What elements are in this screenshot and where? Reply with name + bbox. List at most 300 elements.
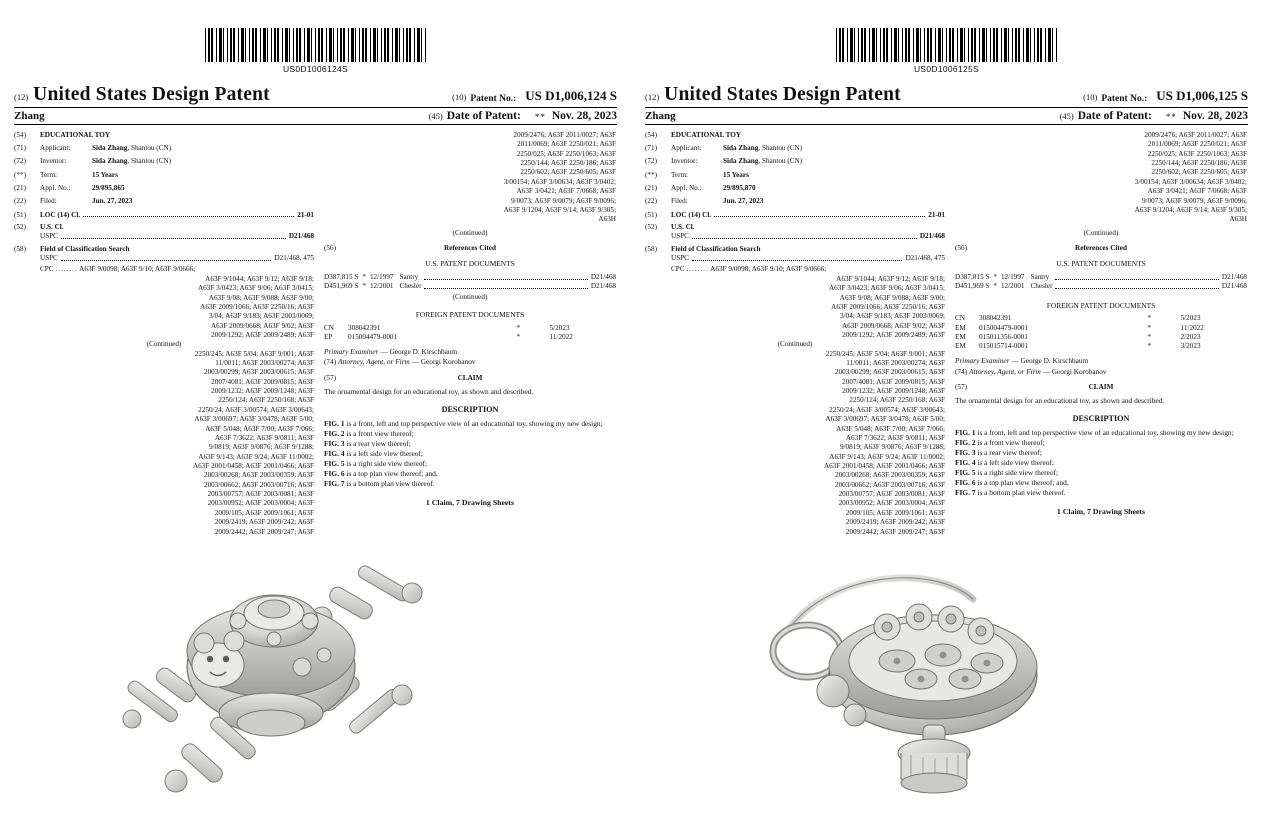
subtitle-row: [14, 108, 617, 125]
field-code: (58): [645, 244, 657, 253]
barcode-number: US0D1006124S: [282, 64, 349, 74]
search-uspc-value: D21/468, 475: [274, 254, 314, 263]
date-label: Date of Patent:: [446, 109, 521, 122]
ref-star: *: [1147, 342, 1152, 351]
figure-description: [955, 428, 1247, 438]
applicant-label: Applicant:: [40, 144, 71, 153]
us-patent-documents-label: U.S. PATENT DOCUMENTS: [1056, 259, 1146, 269]
applicant-name: Sida Zhang: [92, 144, 128, 153]
us-docs-continued: (Continued): [452, 292, 488, 301]
cpc-line: 2009/2476; A63F 2011/0027; A63F: [1144, 131, 1247, 139]
barcode-block: [0, 28, 631, 74]
cpc-line: 2009/1292; A63F 2009/2489; A63F: [211, 330, 314, 339]
invention-title: EDUCATIONAL TOY: [40, 131, 111, 139]
figure-number: FIG. 7: [955, 487, 976, 497]
title-row: [645, 85, 1248, 108]
figure-description: [324, 469, 616, 479]
figure-description: [324, 479, 616, 489]
figure-text: is a top plan view thereof; and,: [977, 477, 1069, 487]
biblio-left-column: [645, 131, 951, 537]
field-inventor: [14, 157, 314, 166]
cpc-line: 2250/602; A63F 2250/605; A63F: [1151, 168, 1247, 177]
cpc-line: A63F 2009/1066; A63F 2250/16; A63F: [831, 302, 945, 311]
foreign-documents-label: FOREIGN PATENT DOCUMENTS: [415, 310, 525, 320]
ref-date: 12/1997: [369, 272, 394, 281]
cpc-line: 2003/00268; A63F 2003/00359; A63F: [834, 471, 945, 480]
figure-text: is a right side view thereof;: [346, 458, 428, 468]
search-label: Field of Classification Search: [40, 244, 130, 253]
foreign-documents-label: FOREIGN PATENT DOCUMENTS: [1046, 300, 1156, 310]
uspc-label: USPC: [40, 232, 58, 241]
figure-number: FIG. 1: [955, 428, 976, 438]
search-uspc: [645, 254, 945, 264]
cpc-line: A63F 3/0421; A63F 7/0668; A63F: [1147, 187, 1247, 196]
claim-heading-row: [324, 374, 616, 383]
ref-number: 308042391: [979, 314, 1012, 323]
term-value: 15 Years: [92, 170, 118, 179]
ref-star: *: [1147, 323, 1152, 332]
kind-code: (12): [645, 91, 660, 102]
cpc-block: [14, 265, 314, 536]
ref-country: EM: [955, 342, 966, 351]
ref-number: D387,815 S: [324, 272, 359, 281]
ref-name: Chesler: [399, 281, 422, 290]
date-value: Nov. 28, 2023: [551, 109, 617, 122]
barcode-number: US0D1006125S: [913, 64, 980, 74]
field-appl-no: [645, 184, 945, 193]
figure-description: [955, 438, 1247, 448]
figure-description: [955, 468, 1247, 478]
biblio-right-column: [951, 131, 1247, 537]
ref-star: *: [362, 281, 366, 290]
ref-star: *: [993, 281, 997, 290]
field-code: (56): [324, 243, 336, 252]
ref-number: 308042391: [348, 323, 381, 332]
cpc-line: A63F 9/1044; A63F 9/12; A63F 9/18;: [836, 274, 945, 283]
figure-description: [324, 429, 616, 439]
figure-description: [324, 459, 616, 469]
field-code: (54): [645, 131, 657, 139]
loc-label: LOC (14) Cl.: [671, 210, 712, 219]
table-row: [324, 333, 616, 342]
cpc-line: 3/00154; A63F 3/00634; A63F 3/0402;: [1134, 177, 1247, 186]
ref-name: Santry: [399, 272, 419, 281]
claim-text: The ornamental design for an educational toy, as shown and described.: [324, 386, 534, 396]
biblio-left-column: [14, 131, 320, 537]
ref-number: 015004479-0001: [348, 332, 398, 341]
field-code: (22): [14, 197, 26, 206]
filed-label: Filed:: [40, 197, 57, 206]
search-uspc: [14, 254, 314, 264]
field-applicant: [14, 144, 314, 153]
table-row: [955, 342, 1247, 351]
ref-date: 5/2023: [1180, 314, 1201, 323]
cpc-continuation-block: [324, 131, 616, 225]
us-patent-documents-label: U.S. PATENT DOCUMENTS: [425, 259, 515, 269]
ref-country: CN: [955, 314, 965, 323]
loc-label: LOC (14) Cl.: [40, 210, 81, 219]
primary-examiner-name: George D. Kirschbaum: [389, 347, 458, 357]
continued-note: (Continued): [452, 228, 488, 237]
cpc-line: 2009/2419; A63F 2009/242; A63F: [845, 518, 945, 527]
cpc-line: A63F 3/00697; A63F 3/0478; A63F 5/00;: [825, 415, 945, 424]
figure-number: FIG. 5: [955, 467, 976, 477]
barcode-image: [836, 28, 1058, 62]
figure-description: [955, 488, 1247, 498]
us-cl-label: U.S. Cl.: [40, 222, 64, 231]
ref-number: 015011356-0001: [979, 332, 1028, 341]
cpc-block: [645, 265, 945, 536]
references-label: References Cited: [1075, 243, 1127, 252]
leader-dots: [1055, 288, 1218, 289]
cpc-line: 2250/602; A63F 2250/605; A63F: [520, 168, 616, 177]
cpc-line: 3/04; A63F 9/183; A63F 2003/0069;: [208, 312, 314, 321]
cpc-line: 2003/00757; A63F 2003/0081; A63F: [207, 490, 314, 499]
cpc-line: A63H: [1229, 215, 1247, 224]
cpc-line: 2011/0069; A63F 2250/021; A63F: [517, 140, 616, 149]
inventor-surname: Zhang: [14, 109, 45, 122]
field-code: (71): [14, 144, 26, 153]
leader-dots: [61, 254, 271, 261]
uspc-value: D21/468: [288, 232, 314, 241]
field-code: (56): [955, 243, 967, 252]
table-row: [955, 282, 1247, 291]
ref-star: *: [1147, 332, 1152, 341]
figure-text: is a bottom plan view thereof.: [977, 487, 1066, 497]
cpc-first-line: [14, 265, 314, 274]
table-row: [324, 282, 616, 291]
claim-label: CLAIM: [457, 373, 483, 382]
cpc-line: 2009/105; A63F 2009/1061; A63F: [845, 508, 945, 517]
cpc-line: A63F 2009/1066; A63F 2250/16; A63F: [200, 302, 314, 311]
leader-dots: [83, 210, 294, 217]
figure-number: FIG. 3: [324, 438, 345, 448]
cpc-line: 2003/00299; A63F 2003/00615; A63F: [203, 368, 314, 377]
field-code: (21): [14, 183, 26, 192]
loc-value: 21-01: [928, 210, 945, 219]
figure-description: [324, 439, 616, 449]
cpc-first-line: [645, 265, 945, 274]
cpc-line: A63F 9/143; A63F 9/24; A63F 11/0002;: [198, 452, 314, 461]
references-label: References Cited: [444, 243, 496, 252]
attorney-line: (74) Attorney, Agent, or Firm — Georgi Korobanov: [324, 357, 476, 367]
search-uspc-value: D21/468, 475: [905, 254, 945, 263]
attorney-label: Attorney, Agent, or Firm: [969, 366, 1041, 376]
leader-dots: [692, 254, 902, 261]
date-stars: **: [534, 111, 546, 122]
ref-date: 2/2023: [1180, 332, 1201, 341]
us-patent-documents-table: [955, 273, 1247, 291]
ref-date: 11/2022: [1180, 323, 1204, 332]
cpc-line: 2250/124; A63F 2250/168; A63F: [218, 396, 314, 405]
filed-value: Jun. 27, 2023: [723, 197, 764, 206]
bibliographic-columns: [645, 131, 1248, 537]
attorney-label: Attorney, Agent, or Firm: [338, 357, 410, 367]
ref-star: *: [993, 272, 997, 281]
figure-number: FIG. 6: [324, 468, 345, 478]
cpc-line: 3/00154; A63F 3/00634; A63F 3/0402;: [503, 177, 616, 186]
date-label: Date of Patent:: [1077, 109, 1152, 122]
patent-drawing-left: [0, 555, 631, 805]
cpc-line: A63F 9/08; A63F 9/088; A63F 9/00;: [208, 293, 314, 302]
ref-number: D451,969 S: [324, 281, 359, 290]
field-loc-class: [14, 210, 314, 220]
field-code: (21): [645, 183, 657, 192]
applicant-name: Sida Zhang: [723, 144, 759, 153]
cpc-line: 11/0011; A63F 2003/00274; A63F: [215, 359, 314, 368]
cpc-line: 2250/124; A63F 2250/168; A63F: [849, 396, 945, 405]
field-us-cl: [14, 223, 314, 232]
date-value: Nov. 28, 2023: [1182, 109, 1248, 122]
figure-description: [955, 448, 1247, 458]
cpc-line: A63F 5/048; A63F 7/00; A63F 7/066;: [205, 424, 314, 433]
cpc-line: A63F 9/0098; A63F 9/10; A63F 9/0666;: [710, 265, 827, 274]
field-code: (51): [14, 210, 26, 219]
field-code: (74): [955, 366, 968, 376]
appl-no-label: Appl. No.:: [671, 183, 702, 192]
primary-examiner-label: Primary Examiner: [955, 356, 1010, 366]
cpc-line: A63F 7/3622; A63F 9/0811; A63F: [845, 433, 945, 442]
patent-no-code: (10): [452, 91, 467, 102]
ref-number: D387,815 S: [955, 272, 990, 281]
field-code: (**): [645, 170, 657, 179]
cpc-line: A63F 9/08; A63F 9/088; A63F 9/00;: [839, 293, 945, 302]
field-title: [14, 131, 314, 140]
figure-text: is a rear view thereof;: [346, 438, 411, 448]
cpc-line: 9/0073; A63F 9/0079; A63F 9/0096;: [510, 196, 616, 205]
attorney-line: (74) Attorney, Agent, or Firm — Georgi Korobanov: [955, 366, 1107, 376]
patent-page-right: [631, 0, 1262, 822]
us-cl-uspc: [645, 232, 945, 242]
toy-spinner-drawing: [106, 555, 526, 795]
cpc-line: A63F 9/0098; A63F 9/10; A63F 9/0666;: [79, 265, 196, 274]
applicant-location: , Shantou (CN): [127, 144, 172, 153]
ref-number: D451,969 S: [955, 281, 990, 290]
attorney-name: Georgi Korobanov: [1051, 366, 1107, 376]
appl-no-label: Appl. No.:: [40, 183, 71, 192]
figure-number: FIG. 3: [955, 448, 976, 458]
cpc-line: A63F 3/0423; A63F 9/06; A63F 3/0415;: [828, 284, 945, 293]
primary-examiner-name: George D. Kirschbaum: [1020, 356, 1089, 366]
field-loc-class: [645, 210, 945, 220]
search-label: Field of Classification Search: [671, 244, 761, 253]
cpc-line: 11/0011; A63F 2003/00274; A63F: [846, 359, 945, 368]
appl-no-value: 29/895,870: [723, 183, 756, 192]
attorney-name: Georgi Korobanov: [420, 357, 476, 367]
table-row: [324, 324, 616, 333]
inventor-surname: Zhang: [645, 109, 676, 122]
ref-class: D21/468: [1221, 272, 1247, 281]
ref-name: Santry: [1030, 272, 1050, 281]
cpc-line: 2007/4081; A63F 2009/0815; A63F: [211, 377, 314, 386]
cpc-line: 2003/00757; A63F 2003/0081; A63F: [838, 490, 945, 499]
biblio-right-column: [320, 131, 616, 537]
cpc-line: 2009/2442; A63F 2009/247; A63F: [214, 527, 314, 536]
cpc-line: A63F 7/3622; A63F 9/0811; A63F: [214, 433, 314, 442]
cpc-line: 2009/105; A63F 2009/1061; A63F: [214, 508, 314, 517]
continued-note: (Continued): [1083, 228, 1119, 237]
cpc-label: CPC: [671, 265, 685, 274]
table-row: [955, 314, 1247, 323]
figure-text: is a right side view thereof;: [977, 467, 1059, 477]
ref-star: *: [362, 272, 366, 281]
cpc-line: 2250/144; A63F 2250/186; A63F: [520, 159, 616, 168]
invention-title: EDUCATIONAL TOY: [671, 131, 742, 139]
toy-flower-disc-drawing: [737, 555, 1157, 795]
patent-drawing-right: [631, 555, 1262, 805]
applicant-label: Applicant:: [671, 144, 702, 153]
ref-class: D21/468: [1221, 281, 1247, 290]
title-block: [14, 85, 617, 125]
cpc-line: 2250/245; A63F 5/04; A63F 9/001; A63F: [825, 349, 945, 358]
field-us-cl: [645, 223, 945, 232]
ref-date: 5/2023: [549, 323, 570, 332]
cpc-line: 2007/4081; A63F 2009/0815; A63F: [842, 377, 945, 386]
page-title: United States Design Patent: [33, 84, 270, 105]
leader-dots: [714, 210, 925, 217]
figure-text: is a bottom plan view thereof.: [346, 478, 435, 488]
figure-text: is a front, left and top perspective view of an educational toy, showing my new design;: [977, 428, 1234, 438]
cpc-line: A63F 2009/0668; A63F 9/02; A63F: [841, 321, 945, 330]
subtitle-row: [645, 108, 1248, 125]
cpc-line: 2009/1232; A63F 2009/1248; A63F: [842, 387, 945, 396]
field-code: (72): [645, 157, 657, 166]
field-search: [645, 245, 945, 254]
field-search: [14, 245, 314, 254]
claims-sheets-count: 1 Claim, 7 Drawing Sheets: [425, 497, 515, 507]
cpc-line: 2009/1292; A63F 2009/2489; A63F: [842, 330, 945, 339]
inventor-name: Sida Zhang: [92, 157, 128, 166]
cpc-line: A63F 3/00697; A63F 3/0478; A63F 5/00;: [194, 415, 314, 424]
figure-text: is a left side view thereof;: [977, 458, 1054, 468]
field-code: (52): [645, 222, 657, 231]
patent-no-code: (10): [1083, 91, 1098, 102]
ref-date: 12/2001: [369, 281, 394, 290]
cpc-line: 2250/24; A63F 3/00574; A63F 3/00643;: [829, 405, 945, 414]
figure-description: [324, 449, 616, 459]
table-row: [955, 324, 1247, 333]
ref-country: EM: [955, 332, 966, 341]
field-code: (57): [955, 382, 967, 391]
cpc-line: A63F 2001/0458; A63F 2001/0466; A63F: [823, 461, 945, 470]
leader-dots: [61, 232, 286, 239]
figure-text: is a top plan view thereof; and,: [346, 468, 438, 478]
field-references: [324, 244, 616, 253]
date-stars: **: [1165, 111, 1177, 122]
barcode-block: [631, 28, 1262, 74]
term-label: Term:: [40, 170, 58, 179]
cpc-line: 2003/00299; A63F 2003/00615; A63F: [834, 368, 945, 377]
patent-no-value: US D1,006,125 S: [1156, 87, 1248, 103]
figure-number: FIG. 2: [324, 428, 345, 438]
search-uspc-label: USPC: [671, 254, 689, 263]
cpc-line: 2250/025; A63F 2250/1063; A63F: [1147, 149, 1247, 158]
field-filed: [645, 197, 945, 206]
term-label: Term:: [671, 170, 689, 179]
field-code: (71): [645, 144, 657, 153]
inventor-location: , Shantou (CN): [758, 157, 803, 166]
primary-examiner-line: Primary Examiner — George D. Kirschbaum: [324, 347, 458, 357]
ref-date: 12/1997: [1000, 272, 1025, 281]
cpc-continuation-block: [955, 131, 1247, 225]
figure-text: is a rear view thereof;: [977, 448, 1042, 458]
ref-number: 015015714-0001: [979, 342, 1029, 351]
claims-sheets-count: 1 Claim, 7 Drawing Sheets: [1056, 506, 1146, 516]
field-code: (**): [14, 170, 26, 179]
patent-page-left: [0, 0, 631, 822]
ref-class: D21/468: [590, 272, 616, 281]
figure-text: is a left side view thereof;: [346, 448, 423, 458]
inventor-location: , Shantou (CN): [127, 157, 172, 166]
cpc-line: A63F 2009/0668; A63F 9/02; A63F: [210, 321, 314, 330]
field-inventor: [645, 157, 945, 166]
figure-description: [955, 478, 1247, 488]
ref-date: 3/2023: [1180, 342, 1201, 351]
cpc-label: CPC: [40, 265, 54, 274]
cpc-line: 2003/00952; A63F 2003/0004; A63F: [838, 499, 945, 508]
cpc-line: 9/0819; A63F 9/0876; A63F 9/1288;: [208, 443, 314, 452]
cpc-line: 2003/00662; A63F 2003/00716; A63F: [203, 480, 314, 489]
appl-no-value: 29/895,865: [92, 183, 125, 192]
field-term: [14, 171, 314, 180]
field-code: (22): [645, 197, 657, 206]
figure-number: FIG. 5: [324, 458, 345, 468]
cpc-line: A63F 3/0423; A63F 9/06; A63F 3/0415;: [197, 284, 314, 293]
uspc-label: USPC: [671, 232, 689, 241]
cpc-line: 9/0819; A63F 9/0876; A63F 9/1288;: [839, 443, 945, 452]
cpc-line: 2009/2419; A63F 2009/242; A63F: [214, 518, 314, 527]
field-code: (57): [324, 373, 336, 382]
table-row: [955, 333, 1247, 342]
figure-description: [324, 419, 616, 429]
us-cl-uspc: [14, 232, 314, 242]
claim-text: The ornamental design for an educational toy, as shown and described.: [955, 396, 1165, 406]
field-code: (51): [645, 210, 657, 219]
cpc-line: A63F 9/143; A63F 9/24; A63F 11/0002;: [829, 452, 945, 461]
search-uspc-label: USPC: [40, 254, 58, 263]
ref-class: D21/468: [590, 281, 616, 290]
cpc-line: 2003/00952; A63F 2003/0004; A63F: [207, 499, 314, 508]
leader-dots: [424, 279, 587, 280]
cpc-line: 2250/245; A63F 5/04; A63F 9/001; A63F: [194, 349, 314, 358]
figure-number: FIG. 4: [324, 448, 345, 458]
cpc-line: A63F 3/0421; A63F 7/0668; A63F: [516, 187, 616, 196]
table-row: [324, 273, 616, 282]
field-title: [645, 131, 945, 140]
figure-text: is a front view thereof;: [977, 438, 1045, 448]
ref-number: 015004479-0001: [979, 323, 1029, 332]
us-patent-documents-table: [324, 273, 616, 291]
field-code: (54): [14, 131, 26, 139]
applicant-location: , Shantou (CN): [758, 144, 803, 153]
filed-value: Jun. 27, 2023: [92, 197, 133, 206]
figure-description: [955, 458, 1247, 468]
uspc-value: D21/468: [919, 232, 945, 241]
leader-dots: [692, 232, 917, 239]
table-row: [955, 273, 1247, 282]
cpc-line: A63F 9/1204; A63F 9/14; A63F 9/305;: [503, 205, 616, 214]
ref-star: *: [516, 323, 521, 332]
us-cl-label: U.S. Cl.: [671, 222, 695, 231]
foreign-documents-table: [324, 324, 616, 342]
field-applicant: [645, 144, 945, 153]
ref-date: 12/2001: [1000, 281, 1025, 290]
loc-value: 21-01: [297, 210, 314, 219]
filed-label: Filed:: [671, 197, 688, 206]
cpc-line: A63F 9/1044; A63F 9/12; A63F 9/18;: [205, 274, 314, 283]
ref-name: Chesler: [1030, 281, 1053, 290]
leader-dots: [424, 288, 587, 289]
